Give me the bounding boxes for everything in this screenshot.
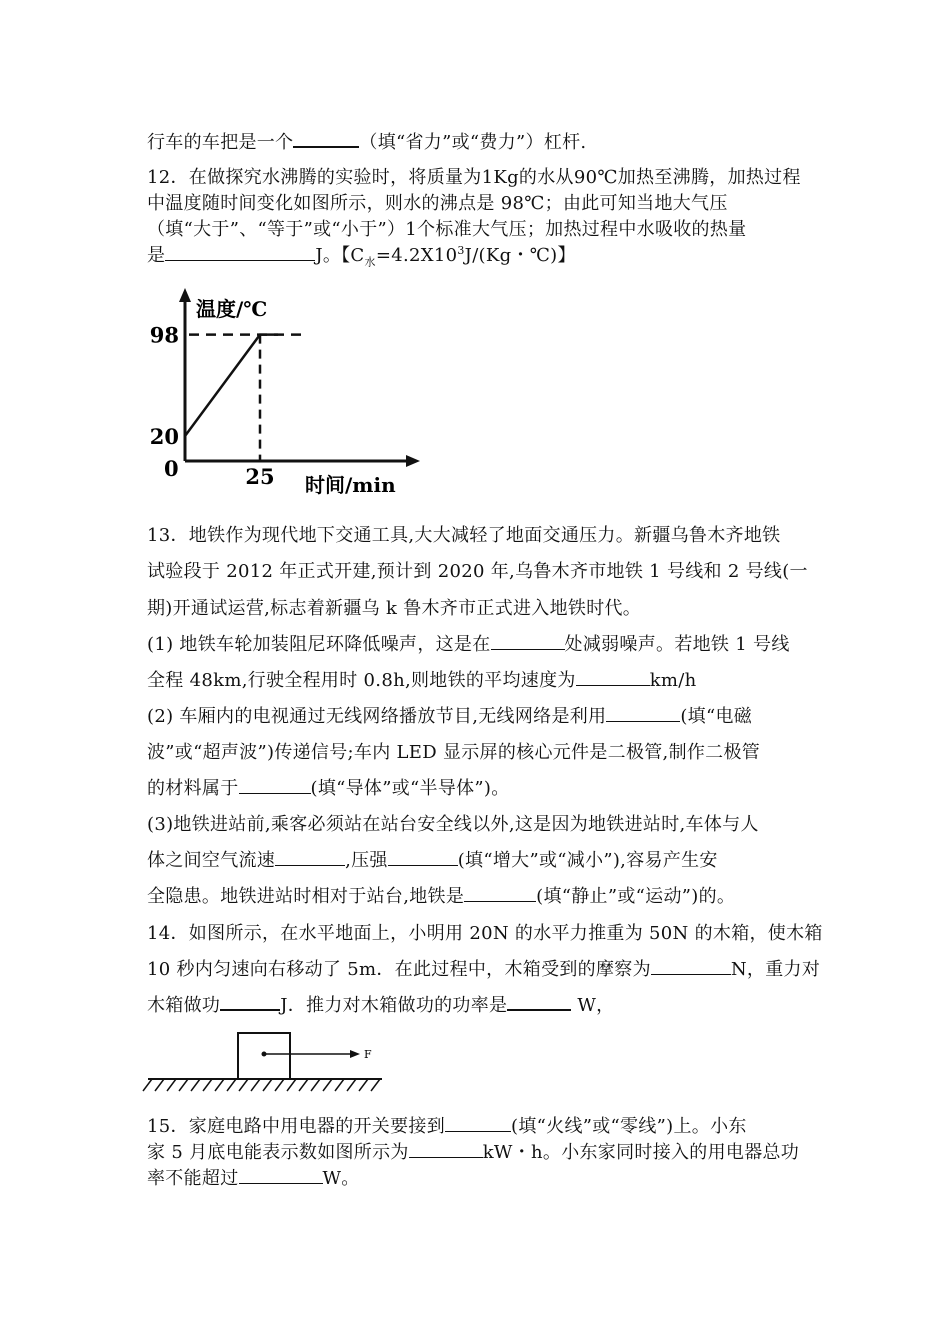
q13-p2-d: 的材料属于 xyxy=(147,778,239,799)
x-axis-arrow xyxy=(406,455,420,467)
q12-sub-water: 水 xyxy=(364,255,376,269)
meter-reading-blank[interactable] xyxy=(409,1156,483,1158)
airflow-blank[interactable] xyxy=(275,864,345,866)
hatch-mark xyxy=(167,1079,176,1091)
q15-line2-a: 家 5 月底电能表示数如图所示为 xyxy=(147,1142,409,1163)
q13-p3-line3 xyxy=(147,882,735,908)
q13-p1-d: km/h xyxy=(649,670,697,691)
q13-p2-b: (填“电磁 xyxy=(680,706,753,727)
hatch-mark xyxy=(323,1079,332,1091)
x-tick-25: 25 xyxy=(245,464,275,489)
q15-line3 xyxy=(147,1164,360,1190)
hatch-mark xyxy=(191,1079,200,1091)
q11-blank[interactable] xyxy=(293,145,359,148)
q13-p2-line1 xyxy=(147,702,752,728)
hatch-mark xyxy=(359,1079,368,1091)
q12-line2: 中温度随时间变化如图所示，则水的沸点是 98℃；由此可知当地大气压 xyxy=(147,193,728,214)
pressure-blank[interactable] xyxy=(388,864,458,866)
q13-p3-f: (填“静止”或“运动”)的。 xyxy=(536,886,736,907)
q12-heat-blank[interactable] xyxy=(165,259,315,261)
q12-exp: 3 xyxy=(457,244,465,257)
q14-line3-b: J．推力对木箱做功的功率是 xyxy=(280,995,508,1016)
hatch-mark xyxy=(275,1079,284,1091)
q13-p3-b: 体之间空气流速 xyxy=(147,850,276,871)
q11-text-after: （填“省力”或“费力”）杠杆. xyxy=(359,132,587,153)
hatch-mark xyxy=(215,1079,224,1091)
power-blank[interactable] xyxy=(507,1008,571,1011)
q13-p2-line2: 波”或“超声波”)传递信号;车内 LED 显示屏的核心元件是二极管,制作二极管 xyxy=(147,742,761,763)
hatch-mark xyxy=(239,1079,248,1091)
q12-line1: 12．在做探究水沸腾的实验时，将质量为1Kg的水从90℃加热至沸腾，加热过程 xyxy=(147,167,801,188)
speed-blank[interactable] xyxy=(576,684,650,686)
hatch-mark xyxy=(203,1079,212,1091)
q13-p3-e: 全隐患。地铁进站时相对于站台,地铁是 xyxy=(147,886,465,907)
y-axis-arrow xyxy=(179,288,191,302)
q15-line3-b: W。 xyxy=(322,1168,360,1189)
q13-p3-c: ,压强 xyxy=(345,850,388,871)
noise-location-blank[interactable] xyxy=(491,648,565,650)
hatch-mark xyxy=(371,1079,380,1091)
q13-line3: 期)开通试运营,标志着新疆乌 k 鲁木齐市正式进入地铁时代。 xyxy=(147,598,642,619)
hatch-mark xyxy=(311,1079,320,1091)
q12-line3: （填“大于”、“等于”或“小于”）1个标准大气压；加热过程中水吸收的热量 xyxy=(147,219,747,240)
signal-blank[interactable] xyxy=(606,720,680,722)
gravity-work-blank[interactable] xyxy=(220,1008,280,1011)
box-diagram xyxy=(140,1025,390,1095)
friction-blank[interactable] xyxy=(651,973,731,975)
hatch-mark xyxy=(227,1079,236,1091)
q13-line2: 试验段于 2012 年正式开建,预计到 2020 年,乌鲁木齐市地铁 1 号线和 2 号线(一 xyxy=(147,561,808,582)
q13-p2-e: (填“导体”或“半导体”)。 xyxy=(310,778,510,799)
hatch-mark xyxy=(263,1079,272,1091)
q13-p1-a: (1) 地铁车轮加装阻尼环降低噪声，这是在 xyxy=(147,634,491,655)
q15-line3-a: 率不能超过 xyxy=(147,1168,239,1189)
origin-label: 0 xyxy=(164,456,179,481)
q13-p1-line2 xyxy=(147,666,697,692)
x-axis-label: 时间/min xyxy=(305,473,396,497)
q13-p3-line2 xyxy=(147,846,718,872)
hatch-mark xyxy=(287,1079,296,1091)
hatch-mark xyxy=(155,1079,164,1091)
q14-line3 xyxy=(147,991,614,1017)
q12-text-after: J。【C xyxy=(315,245,365,266)
q14-line3-c: W， xyxy=(571,995,615,1016)
hatch-mark xyxy=(299,1079,308,1091)
hatch-mark xyxy=(335,1079,344,1091)
q15-line1-b: (填“火线”或“零线”)上。小东 xyxy=(511,1116,747,1137)
q12-text-before: 是 xyxy=(147,245,166,266)
y-axis-label: 温度/℃ xyxy=(196,297,268,321)
q12-formula-mid: =4.2X10 xyxy=(375,245,458,266)
q13-p3-line1: (3)地铁进站前,乘客必须站在站台安全线以外,这是因为地铁进站时,车体与人 xyxy=(147,814,759,835)
q14-line3-a: 木箱做功 xyxy=(147,995,221,1016)
force-arrowhead xyxy=(350,1050,360,1058)
motion-blank[interactable] xyxy=(464,900,536,902)
q15-line2-b: kW・h。小东家同时接入的用电器总功 xyxy=(482,1142,800,1163)
force-label: F xyxy=(364,1048,372,1061)
max-power-blank[interactable] xyxy=(239,1182,323,1184)
q12-line4 xyxy=(147,241,576,270)
q14-line1: 14．如图所示，在水平地面上，小明用 20N 的水平力推重为 50N 的木箱，使木箱 xyxy=(147,923,823,944)
q15-line1 xyxy=(147,1112,747,1138)
q15-line1-a: 15．家庭电路中用电器的开关要接到 xyxy=(147,1116,446,1137)
q13-p1-c: 全程 48km,行驶全程用时 0.8h,则地铁的平均速度为 xyxy=(147,670,576,691)
q13-p1-line1 xyxy=(147,630,790,656)
q13-p2-line3 xyxy=(147,774,510,800)
q13-p2-a: (2) 车厢内的电视通过无线网络播放节目,无线网络是利用 xyxy=(147,706,607,727)
q14-line2-b: N，重力对 xyxy=(730,959,821,980)
q13-p3-d: (填“增大”或“减小”),容易产生安 xyxy=(457,850,718,871)
hatch-mark xyxy=(143,1079,152,1091)
q14-line2 xyxy=(147,955,820,981)
temperature-line xyxy=(185,335,278,436)
switch-wire-blank[interactable] xyxy=(445,1130,511,1132)
q13-line1: 13．地铁作为现代地下交通工具,大大减轻了地面交通压力。新疆乌鲁木齐地铁 xyxy=(147,525,781,546)
q13-p1-b: 处减弱噪声。若地铁 1 号线 xyxy=(564,634,790,655)
boiling-chart xyxy=(140,280,430,505)
q15-line2 xyxy=(147,1138,799,1164)
q11-line xyxy=(147,128,586,154)
y-tick-20: 20 xyxy=(149,424,179,449)
ground-hatching xyxy=(143,1079,380,1091)
q11-text-before: 行车的车把是一个 xyxy=(147,132,294,153)
q12-formula-end: J/(Kg・℃)】 xyxy=(464,245,576,266)
material-blank[interactable] xyxy=(239,792,311,794)
hatch-mark xyxy=(347,1079,356,1091)
y-tick-98: 98 xyxy=(149,322,179,348)
hatch-mark xyxy=(179,1079,188,1091)
q14-line2-a: 10 秒内匀速向右移动了 5m．在此过程中，木箱受到的摩察为 xyxy=(147,959,651,980)
hatch-mark xyxy=(251,1079,260,1091)
